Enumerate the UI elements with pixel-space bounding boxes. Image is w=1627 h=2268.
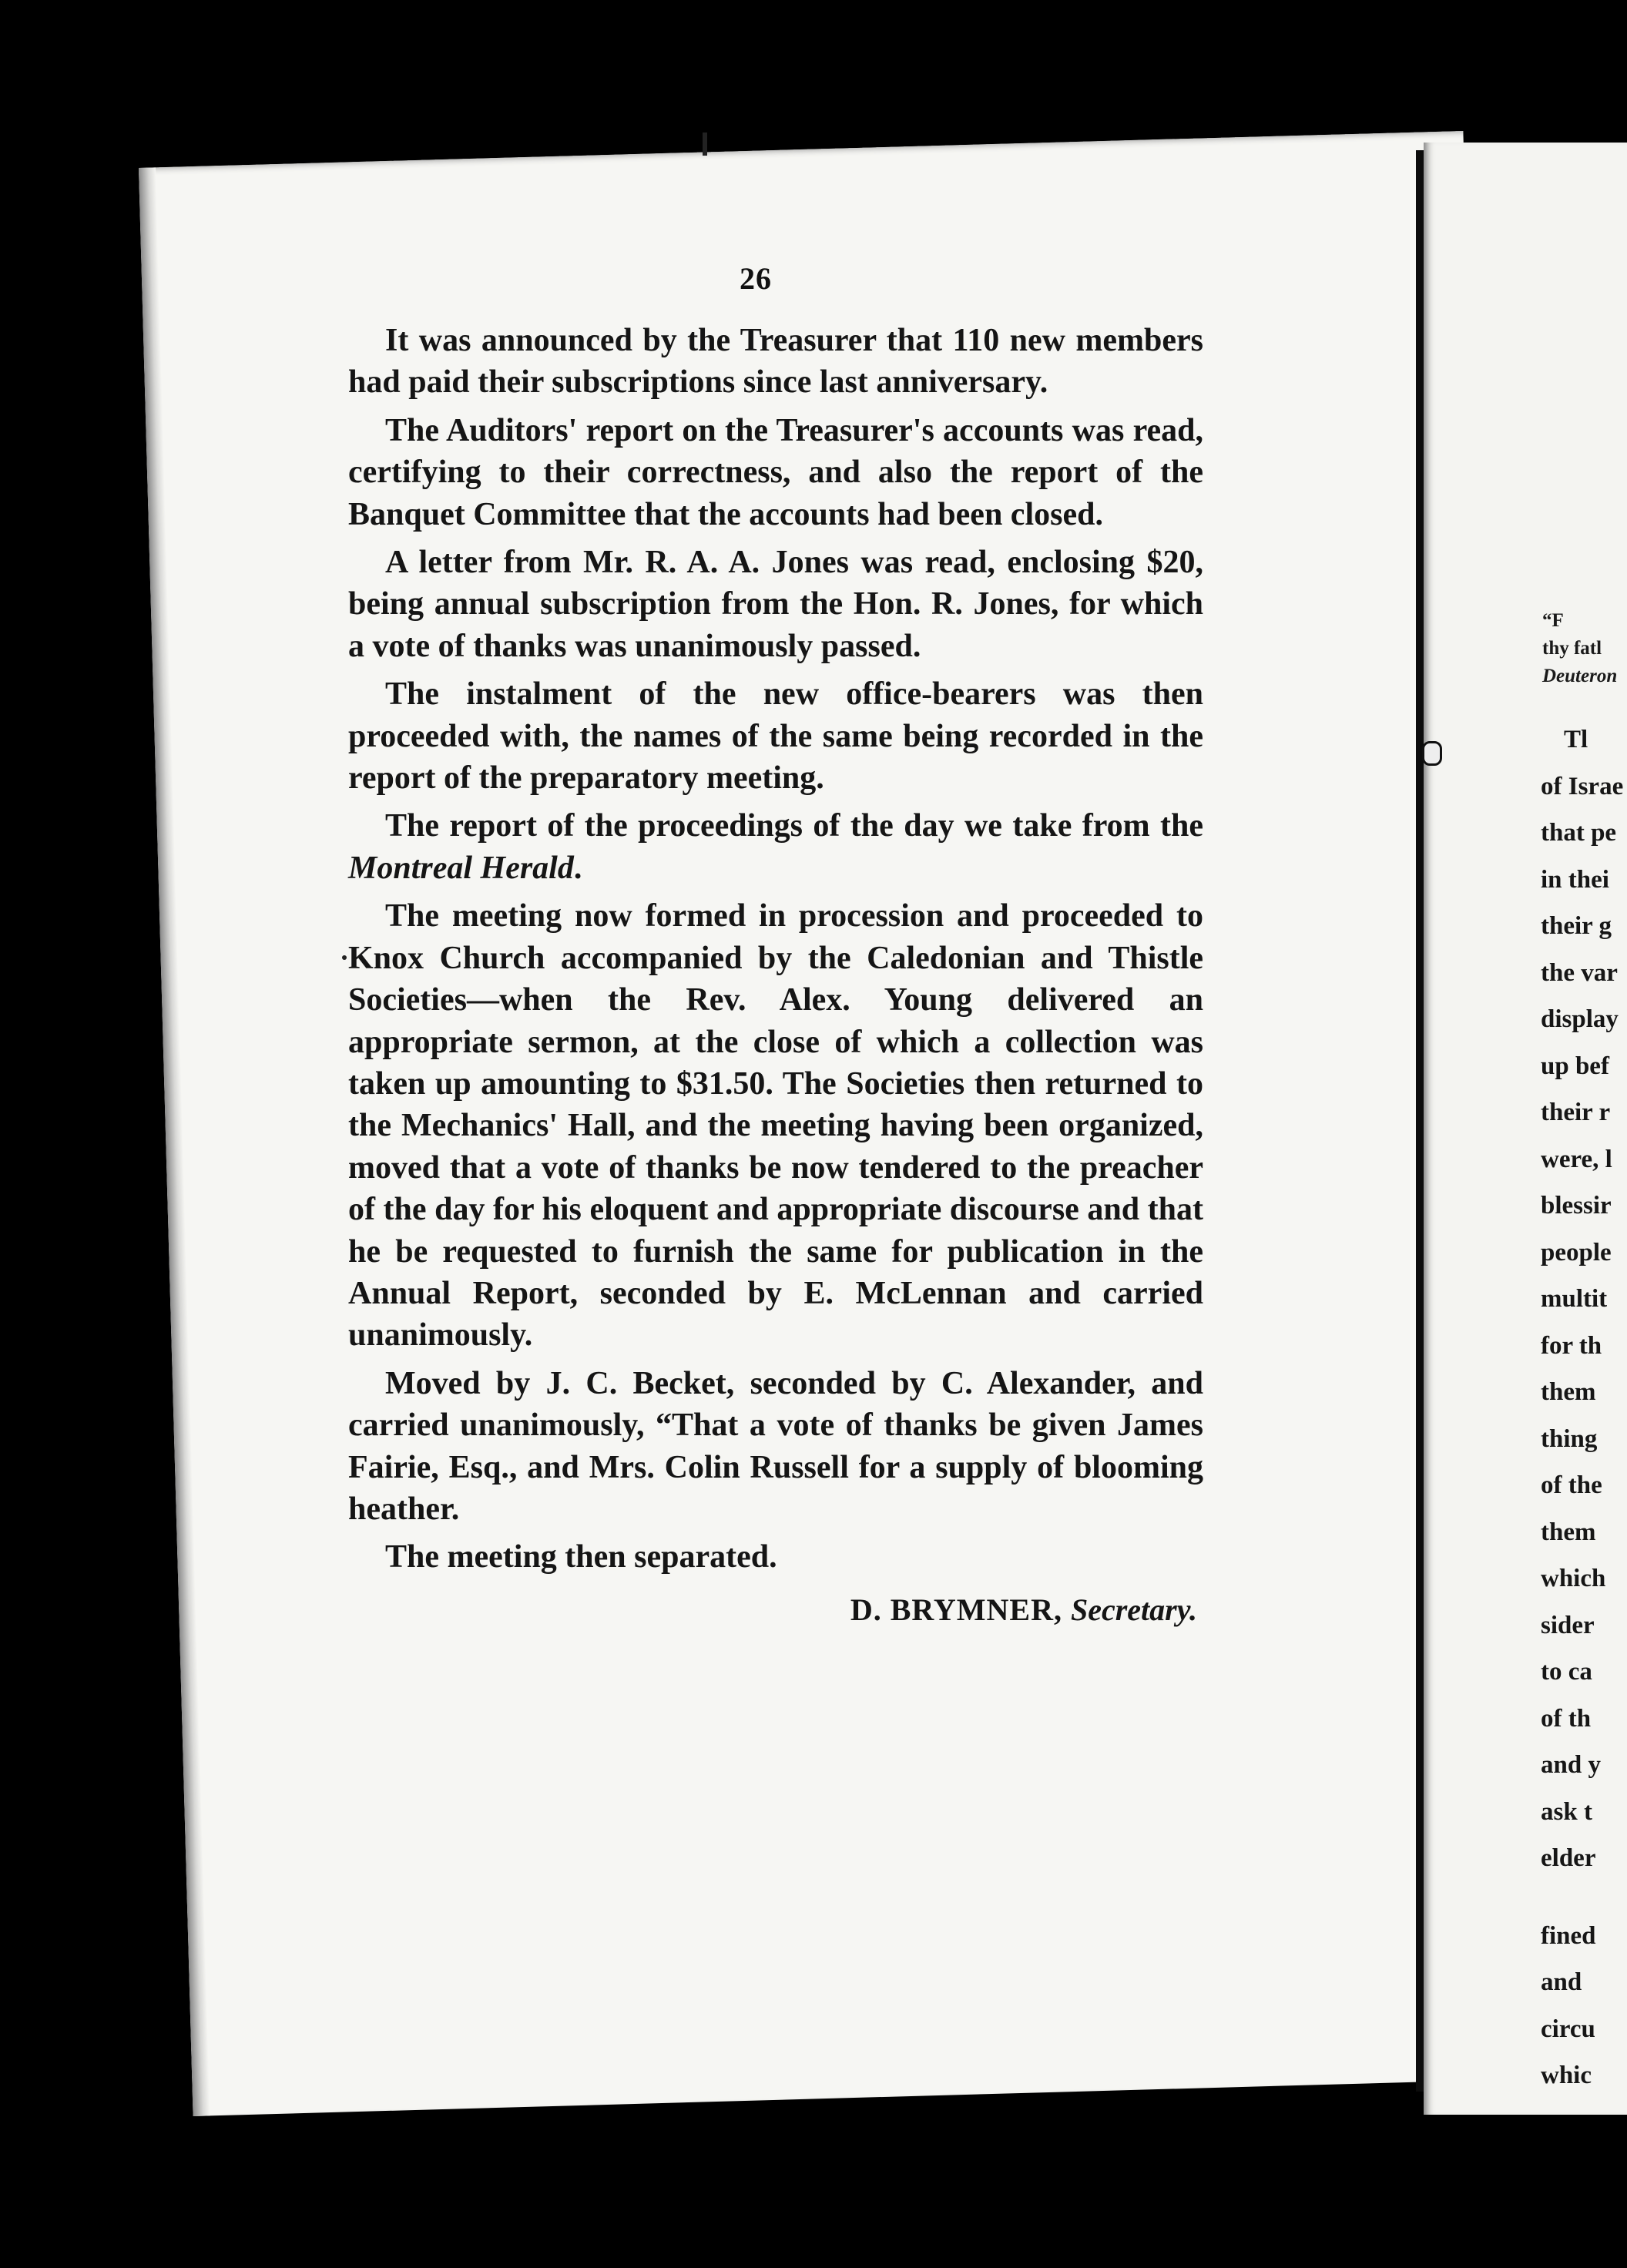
main-text-block bbox=[348, 320, 1203, 1631]
paragraph-new-members: It was announced by the Treasurer that 110 new members had paid their subscriptions since last anniversary. bbox=[348, 323, 1203, 401]
right-page-text bbox=[1541, 716, 1623, 2099]
herald-text-before: The report of the proceedings of the day we take from the bbox=[385, 808, 1203, 844]
binding-clip-mark bbox=[1422, 741, 1442, 766]
paragraph-jones-letter: A letter from Mr. R. A. A. Jones was read, enclosing $20, being annual subscription from the Hon. R. Jones, for which a vote of thanks was unanimously passed. bbox=[348, 545, 1203, 664]
right-line: for th bbox=[1541, 1331, 1602, 1360]
right-paragraph-gap bbox=[1541, 1882, 1623, 1913]
right-line: circu bbox=[1541, 2015, 1595, 2043]
right-line: which bbox=[1541, 1565, 1606, 1592]
paragraph-auditors-report: The Auditors' report on the Treasurer's accounts was read, certifying to their correctness, and also the report of the Banquet Committee that the accounts had been closed. bbox=[348, 412, 1203, 532]
right-line: that pe bbox=[1541, 819, 1617, 847]
right-line: and bbox=[1541, 1968, 1582, 1996]
herald-newspaper-name: Montreal Herald bbox=[348, 850, 574, 886]
paragraph-procession: The meeting now formed in procession and proceeded to Knox Church accompanied by the Caledonian and Thistle Societies—when the Rev. Alex. Young delivered an appropriate sermon, at the close of which a collection was taken up amounting to $31.50. The Societies then returned to the Mechanics' Hall, and the meeting having been organized, moved that a vote of thanks be now tendered to the preacher of the day for his eloquent and appropriate discourse and that he be requested to furnish the same for publication in the Annual Report, seconded by E. McLennan and carried unanimously. bbox=[348, 898, 1203, 1354]
paragraph-herald-report bbox=[348, 805, 1203, 889]
right-line: display bbox=[1541, 1005, 1619, 1033]
right-line: their g bbox=[1541, 912, 1612, 940]
right-line: their r bbox=[1541, 1099, 1611, 1126]
signature bbox=[348, 1589, 1197, 1631]
right-line: multit bbox=[1541, 1285, 1608, 1313]
signature-title: Secretary. bbox=[1070, 1592, 1197, 1627]
right-line: up bef bbox=[1541, 1052, 1609, 1080]
right-line: in thei bbox=[1541, 865, 1609, 894]
right-line: of th bbox=[1541, 1704, 1592, 1733]
right-line: whic bbox=[1541, 2062, 1592, 2089]
right-line: of Israe bbox=[1541, 772, 1624, 800]
paragraph-separated: The meeting then separated. bbox=[385, 1539, 777, 1575]
right-line: them bbox=[1541, 1378, 1596, 1406]
right-heading-citation: Deuteron bbox=[1542, 666, 1618, 686]
stray-ink-mark bbox=[703, 133, 707, 156]
paragraph-office-bearers: The instalment of the new office-bearers was then proceeded with, the names of the same being recorded in the report of the preparatory meeting. bbox=[348, 676, 1203, 797]
stray-ink-dot bbox=[342, 955, 347, 960]
right-line: thing bbox=[1541, 1424, 1598, 1453]
right-line: to ca bbox=[1541, 1658, 1592, 1686]
signature-name: D. BRYMNER, bbox=[850, 1592, 1062, 1627]
right-page-heading bbox=[1542, 607, 1617, 690]
right-line: people bbox=[1541, 1238, 1612, 1267]
right-line: blessir bbox=[1541, 1192, 1612, 1220]
paragraph-heather-vote: Moved by J. C. Becket, seconded by C. Alexander, and carried unanimously, “That a vote of thanks be given James Fairie, Esq., and Mrs. Colin Russell for a supply of blooming heather. bbox=[348, 1365, 1203, 1527]
right-line: elder bbox=[1541, 1844, 1596, 1872]
right-line: them bbox=[1541, 1518, 1596, 1546]
right-heading-line: “F bbox=[1542, 610, 1564, 631]
right-line: the var bbox=[1541, 958, 1618, 987]
right-heading-line: thy fatl bbox=[1542, 638, 1602, 659]
herald-text-after: . bbox=[573, 850, 582, 886]
page-edge-shadow bbox=[139, 167, 210, 2116]
right-line: Tl bbox=[1564, 726, 1588, 753]
right-line: were, l bbox=[1541, 1145, 1612, 1173]
right-line: of the bbox=[1541, 1471, 1602, 1499]
right-line: sider bbox=[1541, 1611, 1595, 1639]
right-line: fined bbox=[1541, 1921, 1596, 1950]
page-number: 26 bbox=[740, 261, 772, 296]
right-line: and y bbox=[1541, 1751, 1601, 1779]
right-line: ask t bbox=[1541, 1797, 1592, 1826]
